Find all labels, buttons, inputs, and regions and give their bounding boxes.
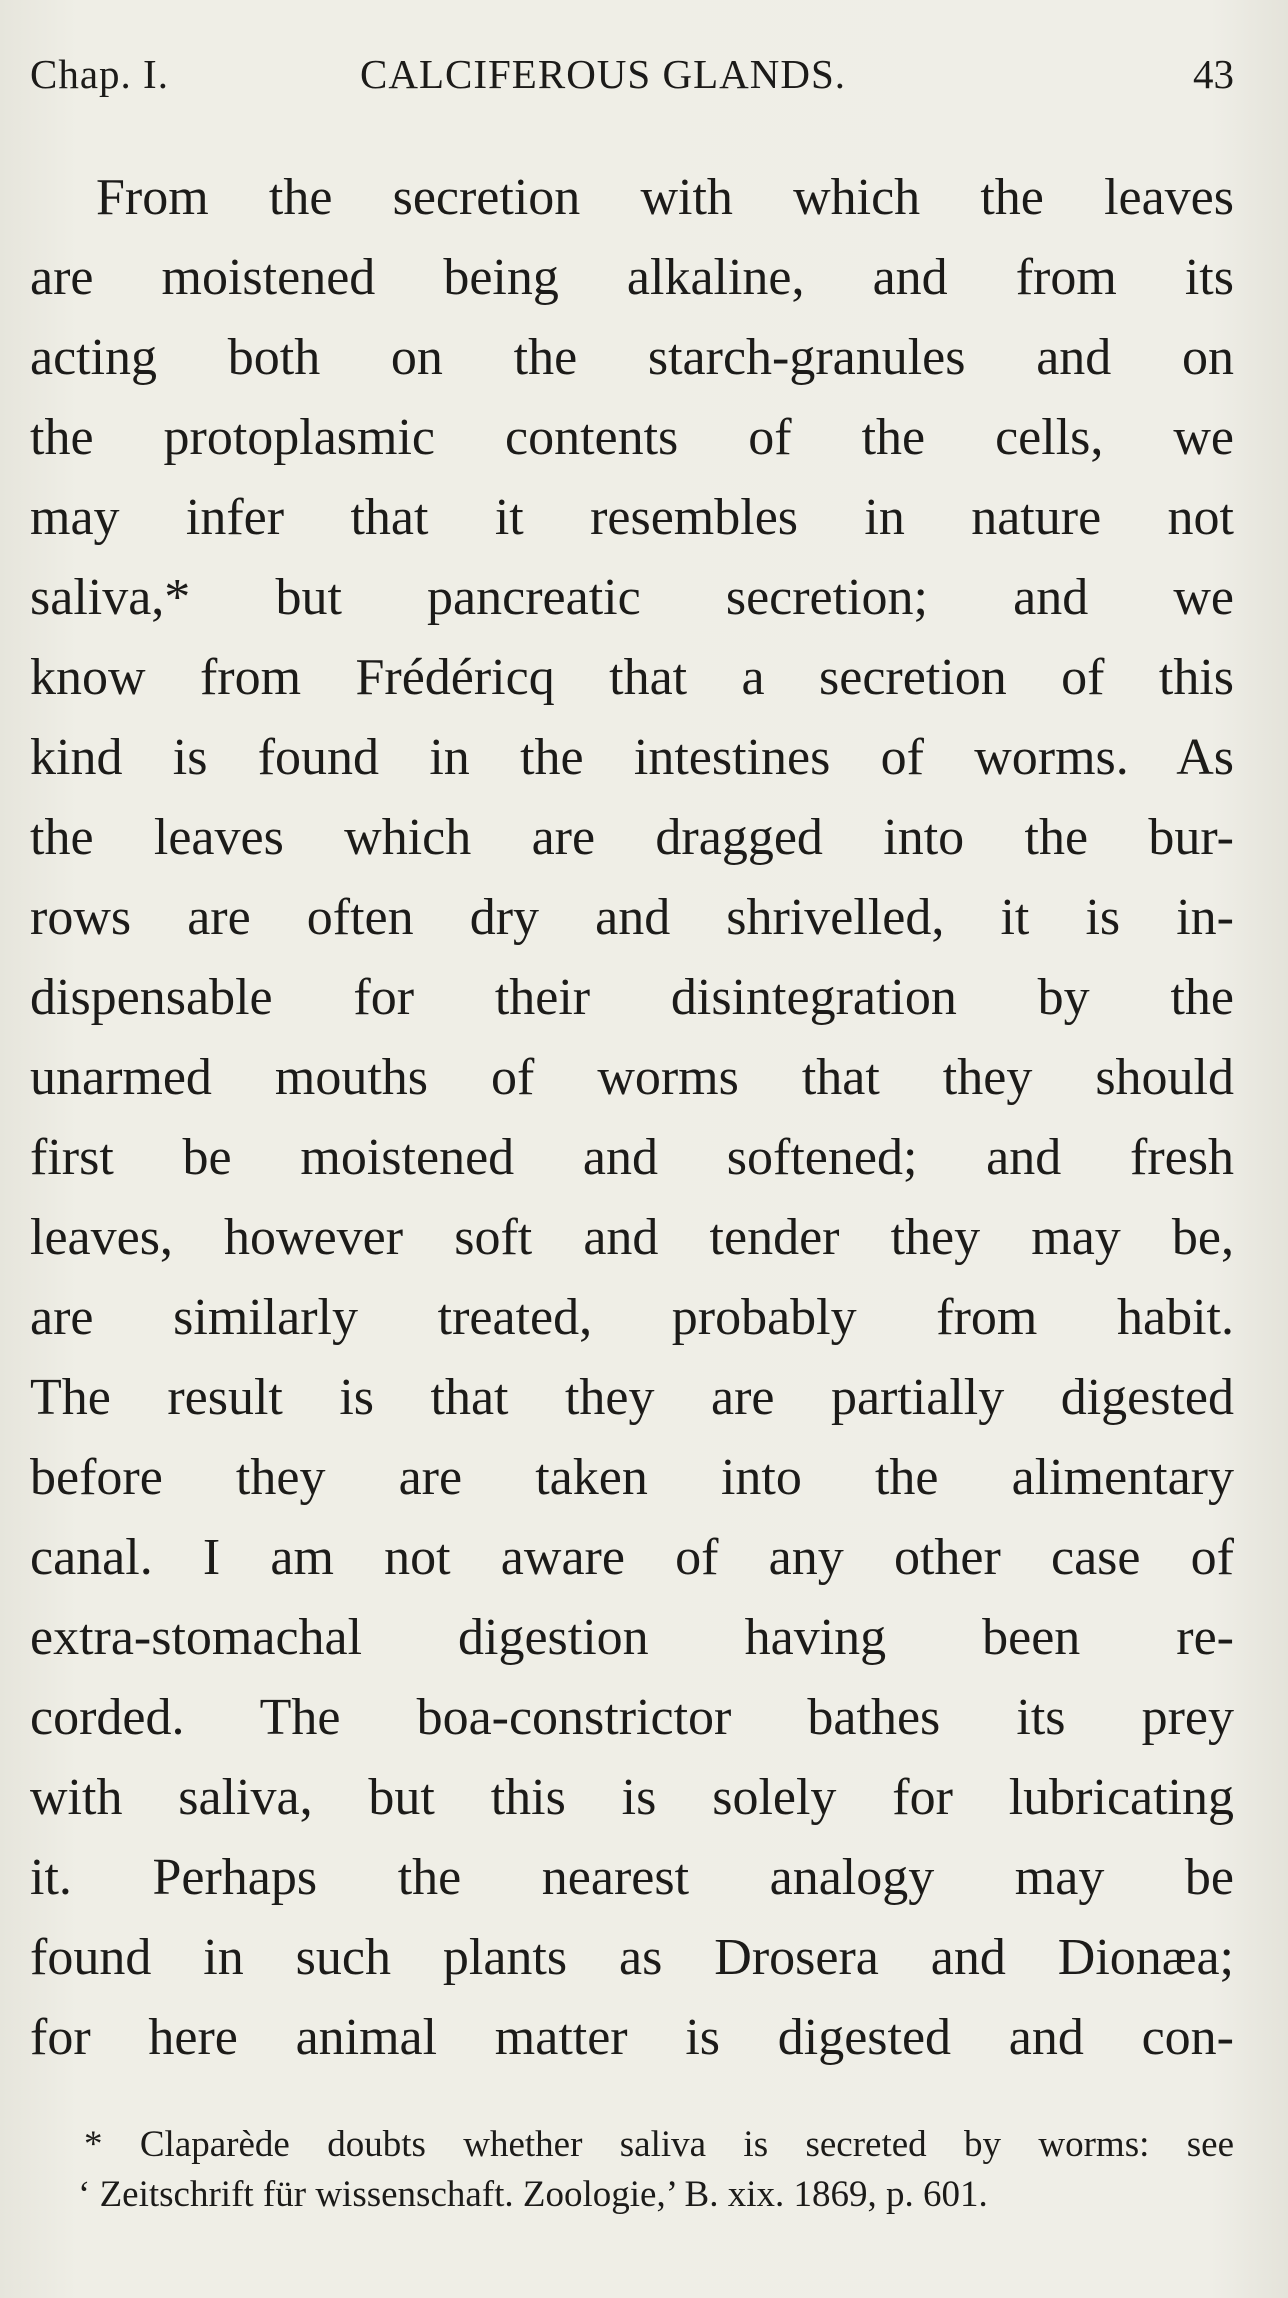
text-line: the leaves which are dragged into the bur- bbox=[30, 809, 1234, 866]
text-line: first be moistened and softened; and fresh bbox=[30, 1129, 1234, 1186]
text-line: corded. The boa-constrictor bathes its prey bbox=[30, 1689, 1234, 1746]
text-line: rows are often dry and shrivelled, it is in- bbox=[30, 889, 1234, 946]
footnote bbox=[30, 2120, 1234, 2220]
text-line: canal. I am not aware of any other case of bbox=[30, 1529, 1234, 1586]
footnote-line: ‘ Zeitschrift für wissenschaft. Zoologie,’ B. xix. 1869, p. 601. bbox=[78, 2174, 988, 2215]
page-title: CALCIFEROUS GLANDS. bbox=[360, 51, 846, 97]
footnote-line: * Claparède doubts whether saliva is secreted by worms: see bbox=[84, 2124, 1234, 2165]
text-line: unarmed mouths of worms that they should bbox=[30, 1049, 1234, 1106]
text-line: The result is that they are partially digested bbox=[30, 1369, 1234, 1426]
text-line: with saliva, but this is solely for lubricating bbox=[30, 1769, 1234, 1826]
body-paragraph bbox=[30, 158, 1234, 2078]
text-line: for here animal matter is digested and con- bbox=[30, 2009, 1234, 2066]
page-number: 43 bbox=[1193, 51, 1234, 97]
running-head bbox=[30, 46, 1234, 102]
text-line: extra-stomachal digestion having been re- bbox=[30, 1609, 1234, 1666]
text-line: dispensable for their disintegration by the bbox=[30, 969, 1234, 1026]
text-line: saliva,* but pancreatic secretion; and we bbox=[30, 569, 1234, 626]
chapter-label: Chap. I. bbox=[30, 51, 169, 97]
text-line: it. Perhaps the nearest analogy may be bbox=[30, 1849, 1234, 1906]
text-line: kind is found in the intestines of worms. As bbox=[30, 729, 1234, 786]
text-line: may infer that it resembles in nature not bbox=[30, 489, 1234, 546]
text-line: the protoplasmic contents of the cells, we bbox=[30, 409, 1234, 466]
text-line: From the secretion with which the leaves bbox=[96, 169, 1234, 226]
text-line: before they are taken into the alimentary bbox=[30, 1449, 1234, 1506]
text-line: know from Frédéricq that a secretion of this bbox=[30, 649, 1234, 706]
text-line: are moistened being alkaline, and from its bbox=[30, 249, 1234, 306]
text-line: are similarly treated, probably from habit. bbox=[30, 1289, 1234, 1346]
text-line: acting both on the starch-granules and on bbox=[30, 329, 1234, 386]
text-line: found in such plants as Drosera and Dionæa; bbox=[30, 1929, 1234, 1986]
text-line: leaves, however soft and tender they may be, bbox=[30, 1209, 1234, 1266]
